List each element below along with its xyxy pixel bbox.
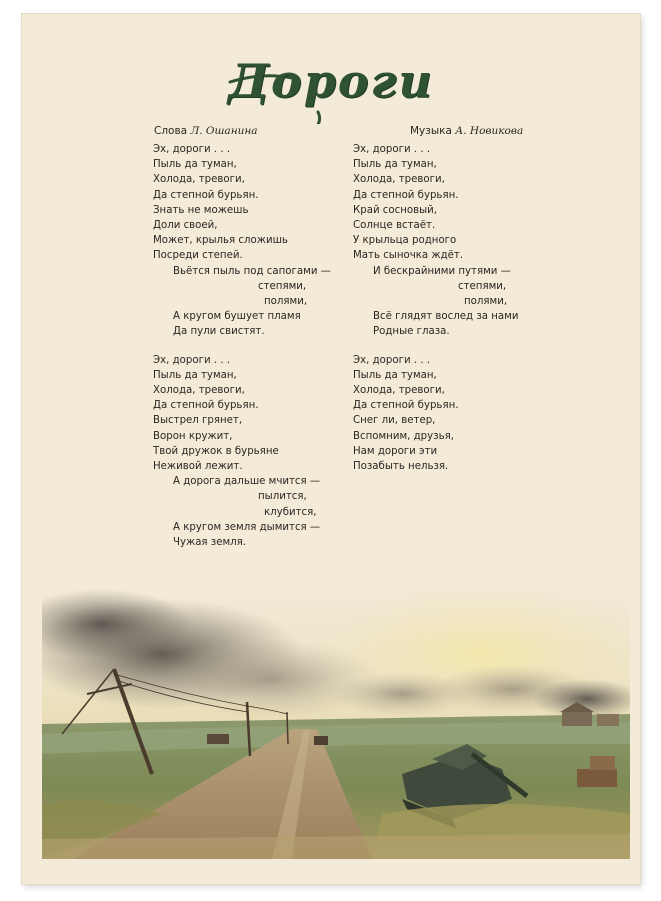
lyric-line: Да степной бурьян.	[153, 189, 259, 201]
lyric-line: клубится,	[264, 506, 317, 518]
music-author: А. Новикова	[455, 125, 524, 137]
lyric-line: Край сосновый,	[353, 204, 438, 216]
lyric-line: Да степной бурьян.	[353, 400, 459, 412]
lyric-line: Холода, тревоги,	[153, 385, 245, 397]
lyrics-left-column	[153, 142, 331, 550]
lyric-line: Вспомним, друзья,	[353, 430, 454, 442]
lyric-line: А дорога дальше мчится —	[173, 476, 321, 488]
lyric-line: Пыль да туман,	[153, 369, 237, 381]
lyric-line: А кругом земля дымится —	[173, 521, 321, 533]
lyrics-label: Слова	[154, 125, 188, 137]
verse-block	[153, 353, 331, 475]
chorus-block	[153, 474, 331, 550]
lyric-line: Позабыть нельзя.	[353, 461, 449, 473]
lyrics-author: Л. Ошанина	[190, 125, 258, 137]
verse-block	[353, 142, 518, 264]
stanza-gap	[153, 340, 331, 353]
chorus-block	[353, 264, 518, 340]
lyric-line: степями,	[258, 280, 307, 292]
verse-block	[353, 353, 518, 475]
lyric-line: Эх, дороги . . .	[353, 354, 430, 366]
song-title: Дороги	[228, 54, 434, 108]
lyric-line: Снег ли, ветер,	[353, 415, 436, 427]
music-label: Музыка	[410, 125, 452, 137]
lyric-line: Солнце встаёт.	[353, 220, 436, 232]
lyric-line: А кругом бушует пламя	[173, 311, 301, 323]
lyrics-credit	[154, 125, 258, 137]
stanza-gap	[353, 340, 518, 353]
lyric-line: пылится,	[258, 491, 307, 503]
lyric-line: Неживой лежит.	[153, 461, 243, 473]
war-road-illustration	[42, 584, 630, 859]
lyric-line: И бескрайними путями —	[373, 265, 511, 277]
lyric-line: Холода, тревоги,	[153, 174, 245, 186]
postcard	[22, 14, 640, 884]
lyric-line: степями,	[458, 280, 507, 292]
lyric-line: Родные глаза.	[373, 326, 450, 338]
lyric-line: Знать не можешь	[153, 204, 249, 216]
lyric-line: Нам дороги эти	[353, 445, 438, 457]
lyric-line: Пыль да туман,	[353, 159, 437, 171]
lyric-line: Чужая земля.	[173, 537, 247, 549]
lyric-line: Может, крылья сложишь	[153, 235, 288, 247]
lyric-line: Эх, дороги . . .	[353, 144, 430, 155]
lyric-line: Вьётся пыль под сапогами —	[173, 265, 331, 277]
lyric-line: Пыль да туман,	[353, 369, 437, 381]
lyric-line: Всё глядят вослед за нами	[373, 311, 519, 323]
lyric-line: Пыль да туман,	[153, 159, 237, 171]
verse-block	[153, 142, 331, 264]
lyric-line: полями,	[264, 296, 308, 308]
lyric-line: Да пули свистят.	[173, 326, 265, 338]
lyric-line: Доли своей,	[153, 220, 218, 232]
lyric-line: Мать сыночка ждёт.	[353, 250, 464, 262]
chorus-block	[153, 264, 331, 340]
lyric-line: У крыльца родного	[353, 235, 457, 247]
lyric-line: Эх, дороги . . .	[153, 144, 230, 155]
lyric-line: Да степной бурьян.	[353, 189, 459, 201]
lyric-line: Ворон кружит,	[153, 430, 233, 442]
music-credit	[410, 125, 523, 137]
lyric-line: полями,	[464, 296, 508, 308]
lyric-line: Выстрел грянет,	[153, 415, 243, 427]
lyrics-right-column	[353, 142, 518, 474]
lyric-line: Посреди степей.	[153, 250, 243, 262]
lyric-line: Да степной бурьян.	[153, 400, 259, 412]
lyric-line: Холода, тревоги,	[353, 174, 445, 186]
lyric-line: Эх, дороги . . .	[153, 354, 230, 366]
lyric-line: Твой дружок в бурьяне	[153, 445, 279, 457]
lyric-line: Холода, тревоги,	[353, 385, 445, 397]
